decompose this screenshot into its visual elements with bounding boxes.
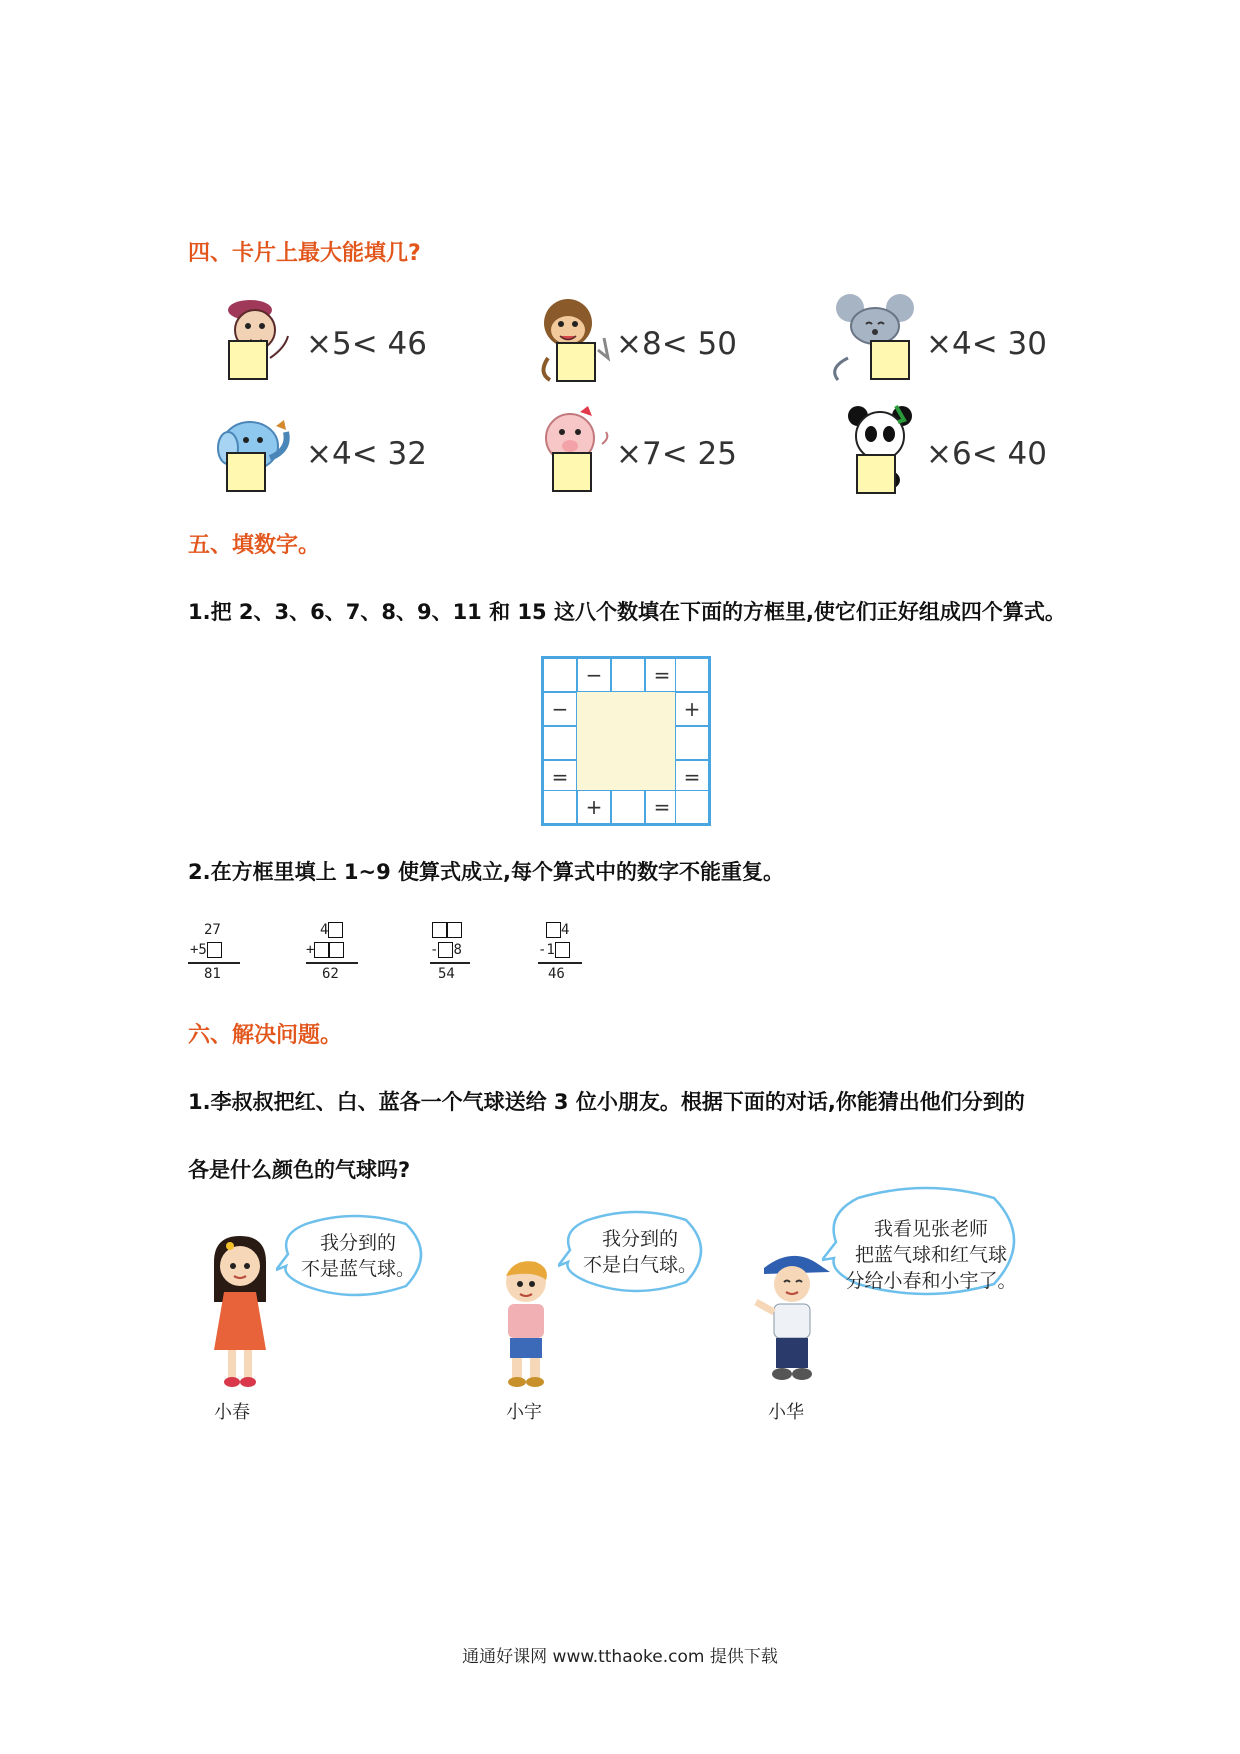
grid-operator: = bbox=[543, 760, 577, 794]
grid-operator: − bbox=[543, 692, 577, 726]
grid-cell[interactable] bbox=[675, 790, 709, 824]
speech-line: 我分到的 bbox=[319, 1232, 396, 1254]
sum-line bbox=[430, 962, 470, 964]
sum-result: 62 bbox=[322, 966, 339, 982]
grid-cell[interactable] bbox=[543, 726, 577, 760]
sum-top bbox=[546, 922, 569, 938]
number-grid bbox=[541, 656, 711, 826]
blank-box[interactable] bbox=[432, 922, 447, 938]
sum-line bbox=[306, 962, 358, 964]
card-expression: ×5< 46 bbox=[306, 326, 427, 362]
section6-question-line2: 各是什么颜色的气球吗? bbox=[188, 1158, 411, 1182]
grid-operator: + bbox=[675, 692, 709, 726]
page-footer: 通通好课网 www.tthaoke.com 提供下载 bbox=[462, 1647, 778, 1667]
sum-middle-text: + bbox=[306, 942, 315, 958]
grid-operator: − bbox=[577, 658, 611, 692]
sum-line bbox=[188, 962, 240, 964]
sum-middle bbox=[538, 942, 570, 958]
section4-heading: 四、卡片上最大能填几? bbox=[188, 241, 421, 266]
sum-middle-text: +5 bbox=[190, 942, 207, 958]
grid-cell[interactable] bbox=[543, 658, 577, 692]
section5-question-1: 1.把 2、3、6、7、8、9、11 和 15 这八个数填在下面的方框里,使它们正好组成四个算式。 bbox=[188, 600, 1066, 624]
grid-cell[interactable] bbox=[543, 790, 577, 824]
speech-line: 把蓝气球和红气球 bbox=[854, 1244, 1007, 1266]
card-expression: ×7< 25 bbox=[616, 436, 737, 472]
sum-top: 27 bbox=[204, 922, 221, 938]
speech-line: 我分到的 bbox=[601, 1228, 678, 1250]
grid-operator: = bbox=[645, 658, 679, 692]
card-expression: ×6< 40 bbox=[926, 436, 1047, 472]
sum-top bbox=[432, 922, 462, 938]
blank-box[interactable] bbox=[447, 922, 462, 938]
sum-middle bbox=[306, 942, 344, 958]
answer-card[interactable] bbox=[228, 340, 268, 380]
speech-line: 我看见张老师 bbox=[873, 1218, 988, 1240]
sum-result: 81 bbox=[204, 966, 221, 982]
answer-card[interactable] bbox=[226, 452, 266, 492]
section5-heading: 五、填数字。 bbox=[188, 533, 321, 558]
speech-text bbox=[288, 1230, 428, 1282]
section6-question-line1: 1.李叔叔把红、白、蓝各一个气球送给 3 位小朋友。根据下面的对话,你能猜出他们分到的 bbox=[188, 1090, 1025, 1114]
sum-top-digit: 4 bbox=[561, 922, 570, 938]
section5-question-2: 2.在方框里填上 1~9 使算式成立,每个算式中的数字不能重复。 bbox=[188, 860, 785, 884]
boy-icon bbox=[484, 1256, 568, 1390]
sum-result: 54 bbox=[438, 966, 455, 982]
grid-cell[interactable] bbox=[675, 726, 709, 760]
grid-cell[interactable] bbox=[611, 658, 645, 692]
blank-box[interactable] bbox=[555, 942, 570, 958]
kid-name: 小春 bbox=[214, 1402, 250, 1423]
blank-box[interactable] bbox=[328, 922, 343, 938]
speech-line: 不是蓝气球。 bbox=[300, 1258, 415, 1280]
speech-text bbox=[836, 1216, 1026, 1294]
card-expression: ×4< 30 bbox=[926, 326, 1047, 362]
section6-heading: 六、解决问题。 bbox=[188, 1023, 343, 1048]
blank-box[interactable] bbox=[546, 922, 561, 938]
kid-name: 小华 bbox=[768, 1402, 804, 1423]
sum-line bbox=[538, 962, 582, 964]
speech-text bbox=[570, 1226, 710, 1278]
girl-icon bbox=[200, 1232, 280, 1392]
grid-operator: = bbox=[645, 790, 679, 824]
sum-middle bbox=[190, 942, 222, 958]
sum-middle-text: -1 bbox=[538, 942, 555, 958]
blank-box[interactable] bbox=[207, 942, 222, 958]
blank-box[interactable] bbox=[438, 942, 453, 958]
sum-top-text: 4 bbox=[320, 922, 329, 938]
blank-box[interactable] bbox=[329, 942, 344, 958]
card-expression: ×8< 50 bbox=[616, 326, 737, 362]
sum-middle-text: - bbox=[430, 942, 439, 958]
answer-card[interactable] bbox=[552, 452, 592, 492]
answer-card[interactable] bbox=[856, 454, 896, 494]
sum-top bbox=[320, 922, 343, 938]
speech-line: 分给小春和小宇了。 bbox=[845, 1270, 1017, 1292]
grid-cell[interactable] bbox=[675, 658, 709, 692]
speech-line: 不是白气球。 bbox=[582, 1254, 697, 1276]
grid-cell[interactable] bbox=[611, 790, 645, 824]
sum-middle-digit: 8 bbox=[453, 942, 462, 958]
grid-operator: + bbox=[577, 790, 611, 824]
grid-operator: = bbox=[675, 760, 709, 794]
sum-middle bbox=[430, 942, 462, 958]
sum-result: 46 bbox=[548, 966, 565, 982]
card-expression: ×4< 32 bbox=[306, 436, 427, 472]
answer-card[interactable] bbox=[870, 340, 910, 380]
kid-name: 小宇 bbox=[506, 1402, 542, 1423]
answer-card[interactable] bbox=[556, 342, 596, 382]
blank-box[interactable] bbox=[314, 942, 329, 958]
